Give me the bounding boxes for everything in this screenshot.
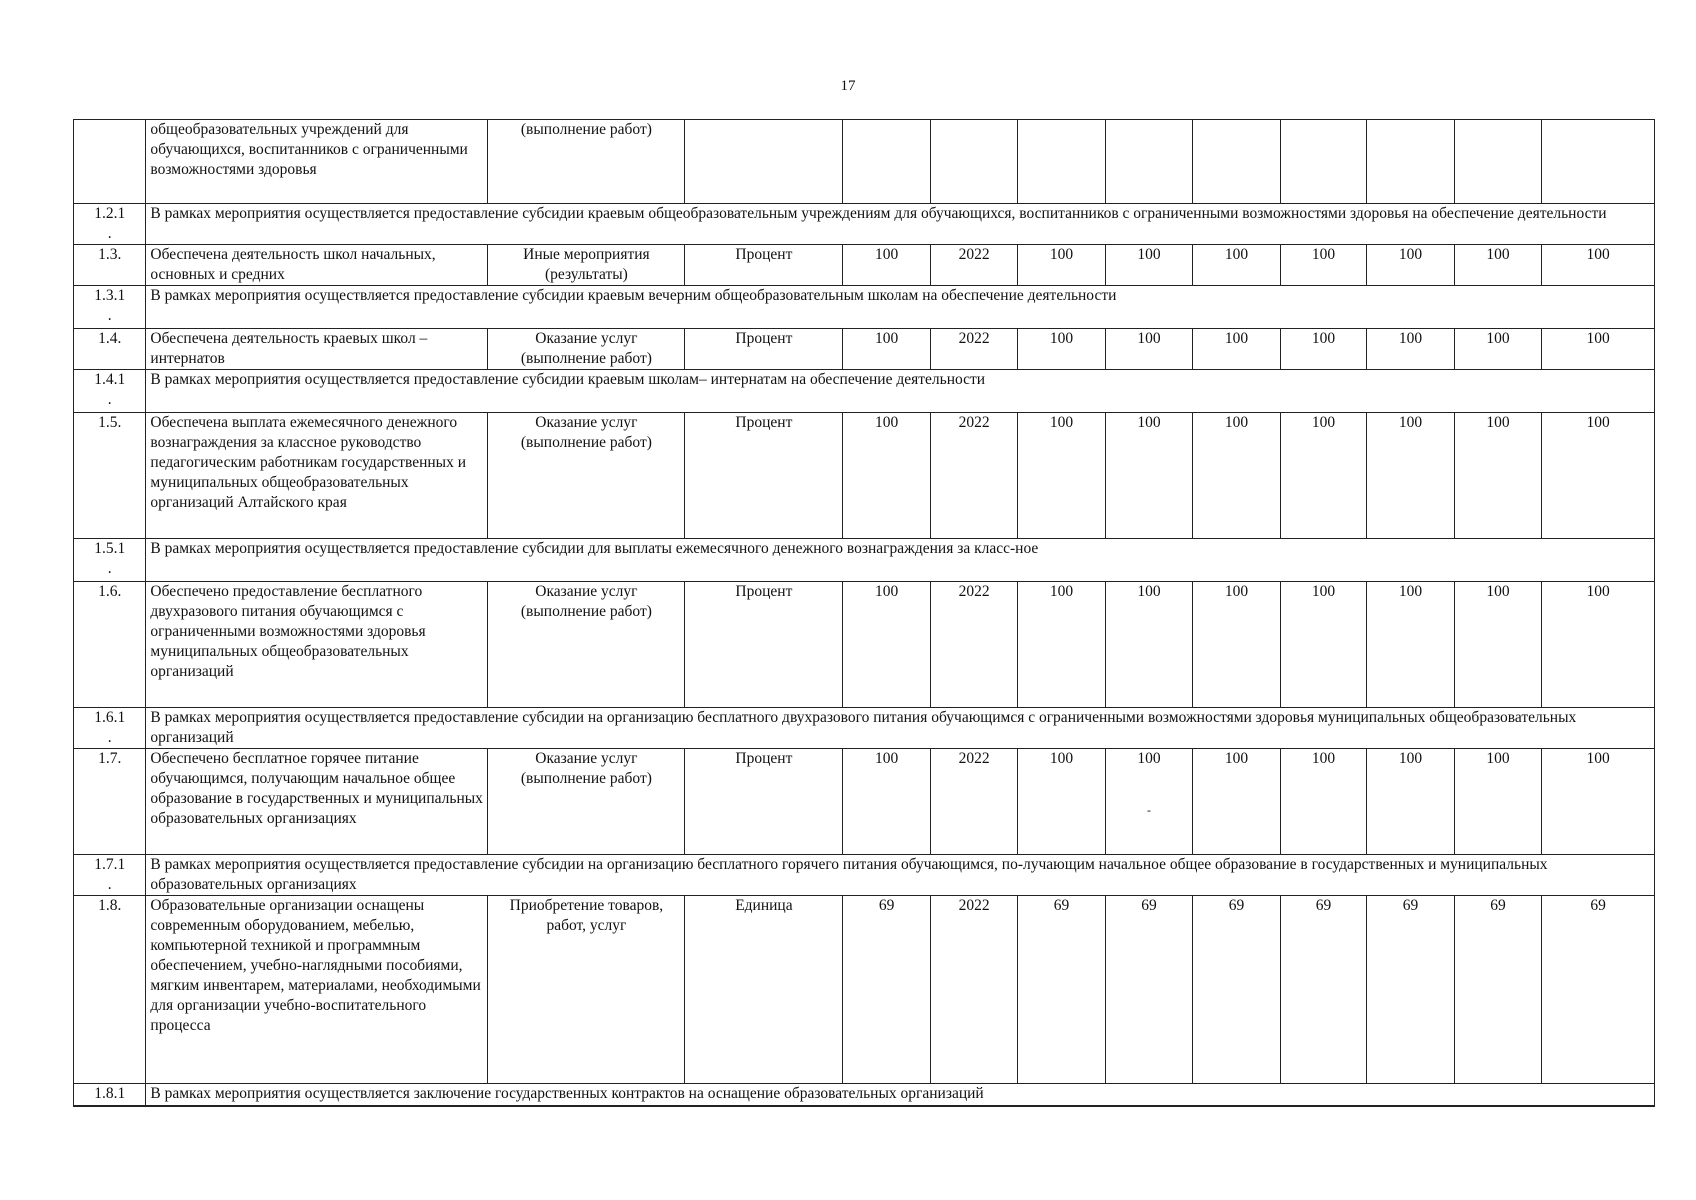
year-value-cell	[1542, 120, 1655, 204]
year-value: 100	[1311, 246, 1336, 263]
year-value-cell	[1280, 749, 1366, 855]
year-value-cell	[1105, 413, 1192, 539]
year-value-cell	[1542, 413, 1655, 539]
year-value-cell	[1105, 582, 1192, 708]
indicator-name-cell: Обеспечена деятельность краевых школ – интернатов	[146, 329, 488, 370]
year-value: 100	[1486, 750, 1510, 767]
year-value: 100	[1586, 583, 1610, 600]
indicator-name-cell: Обеспечена выплата ежемесячного денежного вознаграждения за классное руководство педагогическим работникам государственных и муниципальных общеобразовательных организаций Алтайского края	[146, 413, 488, 539]
unit-cell: Процент	[685, 582, 843, 708]
year-value-cell	[1367, 896, 1454, 1084]
description-row	[74, 1084, 1655, 1106]
year-value-cell	[1193, 749, 1280, 855]
row-number-cell	[74, 370, 146, 413]
year-value-cell	[1454, 120, 1541, 204]
year-value: 100	[1311, 330, 1336, 347]
year-value-cell	[1542, 749, 1655, 855]
indicator-name-cell: Обеспечено бесплатное горячее питание обучающимся, получающим начальное общее образование в государственных и муниципальных образовательных организациях	[146, 749, 488, 855]
description-row	[74, 286, 1655, 329]
row-number-cell	[74, 1084, 146, 1106]
row-number-cell: 1.3.	[74, 245, 146, 286]
year-value-cell	[1454, 245, 1541, 286]
year-value-cell	[1280, 582, 1366, 708]
year-value: 100	[1586, 246, 1610, 263]
year-value-cell	[1454, 582, 1541, 708]
activity-type-cell: Оказание услуг (выполнение работ)	[488, 749, 685, 855]
description-row	[74, 708, 1655, 749]
year-value-cell	[1193, 120, 1280, 204]
description-cell: В рамках мероприятия осуществляется предоставление субсидии краевым вечерним общеобразовательным школам на обеспечение деятельности	[146, 286, 1655, 329]
year-value: 100	[1586, 330, 1610, 347]
base-value-cell: 100	[843, 413, 930, 539]
activity-type-cell: Оказание услуг (выполнение работ)	[488, 582, 685, 708]
stray-mark: -	[1147, 803, 1152, 817]
year-value-cell	[1367, 120, 1454, 204]
year-value-cell	[1542, 582, 1655, 708]
year-value-cell	[1193, 896, 1280, 1084]
unit-cell: Единица	[685, 896, 843, 1084]
year-value: 100	[1049, 750, 1074, 767]
description-cell: В рамках мероприятия осуществляется предоставление субсидии для выплаты ежемесячного денежного вознаграждения за класс-ное	[146, 539, 1655, 582]
row-number-cell	[74, 708, 146, 749]
year-value-cell	[1193, 245, 1280, 286]
description-cell: В рамках мероприятия осуществляется заключение государственных контрактов на оснащение образовательных организаций	[146, 1084, 1655, 1106]
unit-cell	[685, 120, 843, 204]
year-value-cell	[1280, 896, 1366, 1084]
description-row	[74, 204, 1655, 245]
year-value: 100	[1486, 414, 1510, 431]
year-value-cell	[1018, 329, 1105, 370]
base-value-cell: 100	[843, 582, 930, 708]
row-number-cell	[74, 286, 146, 329]
row-number-cell	[74, 855, 146, 896]
year-value-cell	[1105, 749, 1192, 855]
year-value-cell	[1105, 245, 1192, 286]
year-value-cell	[1454, 413, 1541, 539]
year-value-cell	[1454, 329, 1541, 370]
year-value: 100	[1224, 330, 1249, 347]
year-value-cell	[1454, 749, 1541, 855]
row-number: 1.5.1	[94, 540, 126, 557]
row-number-dot: .	[107, 225, 112, 242]
indicators-table	[73, 119, 1655, 1107]
year-value-cell	[1454, 896, 1541, 1084]
base-year-cell: 2022	[930, 896, 1017, 1084]
year-value-cell	[1542, 896, 1655, 1084]
row-number: 1.6.1	[94, 709, 126, 726]
indicator-row	[74, 896, 1655, 1084]
year-value: 69	[1402, 897, 1419, 914]
base-value-cell: 100	[843, 329, 930, 370]
unit-cell: Процент	[685, 749, 843, 855]
year-value-cell	[1193, 329, 1280, 370]
base-year-cell: 2022	[930, 245, 1017, 286]
year-value-cell	[1105, 329, 1192, 370]
year-value: 100	[1398, 246, 1423, 263]
row-number: 1.8.1	[94, 1085, 126, 1102]
year-value: 100	[1311, 750, 1336, 767]
activity-type-cell: Оказание услуг (выполнение работ)	[488, 413, 685, 539]
row-number: 1.7.1	[94, 856, 126, 873]
activity-type-cell: Приобретение товаров, работ, услуг	[488, 896, 685, 1084]
row-number-cell: 1.5.	[74, 413, 146, 539]
indicator-row	[74, 245, 1655, 286]
year-value-cell	[1018, 413, 1105, 539]
row-number-dot: .	[107, 307, 112, 324]
description-row	[74, 539, 1655, 582]
year-value-cell	[1193, 413, 1280, 539]
unit-cell: Процент	[685, 245, 843, 286]
year-value-cell	[1367, 329, 1454, 370]
year-value: 100	[1137, 330, 1161, 347]
activity-type-cell: Оказание услуг (выполнение работ)	[488, 329, 685, 370]
row-number-dot: .	[107, 560, 112, 577]
year-value: 100	[1586, 414, 1610, 431]
base-year-cell: 2022	[930, 329, 1017, 370]
indicator-row	[74, 749, 1655, 855]
row-number-dot: .	[107, 729, 112, 746]
year-value-cell	[1018, 749, 1105, 855]
year-value: 100	[1224, 414, 1249, 431]
row-number: 1.4.1	[94, 371, 126, 388]
year-value: 100	[1486, 583, 1510, 600]
year-value: 100	[1486, 330, 1510, 347]
year-value: 100	[1224, 246, 1249, 263]
year-value-cell	[1018, 245, 1105, 286]
year-value-cell	[1280, 120, 1366, 204]
row-number-cell	[74, 204, 146, 245]
year-value-cell	[1367, 245, 1454, 286]
indicator-name-cell: Обеспечено предоставление бесплатного двухразового питания обучающимся с ограниченными возможностями здоровья муниципальных общеобразовательных организаций	[146, 582, 488, 708]
base-year-cell	[930, 120, 1017, 204]
row-number-cell	[74, 120, 146, 204]
year-value: 100	[1137, 750, 1161, 767]
year-value-cell	[1018, 582, 1105, 708]
base-value-cell	[843, 120, 930, 204]
page-number: 17	[840, 78, 856, 94]
year-value-cell	[1105, 896, 1192, 1084]
row-number-cell	[74, 539, 146, 582]
year-value: 100	[1586, 750, 1610, 767]
year-value-cell	[1280, 413, 1366, 539]
base-year-cell: 2022	[930, 413, 1017, 539]
row-number-cell: 1.6.	[74, 582, 146, 708]
year-value-cell	[1367, 749, 1454, 855]
year-value-cell	[1280, 329, 1366, 370]
year-value: 100	[1049, 583, 1074, 600]
description-cell: В рамках мероприятия осуществляется предоставление субсидии краевым общеобразовательным учреждениям для обучающихся, воспитанников с ограниченными возможностями здоровья на обеспечение деятельности	[146, 204, 1655, 245]
year-value-cell	[1542, 245, 1655, 286]
year-value: 100	[1486, 246, 1510, 263]
year-value: 100	[1311, 583, 1336, 600]
description-cell: В рамках мероприятия осуществляется предоставление субсидии на организацию бесплатного горячего питания обучающимся, по-лучающим начальное общее образование в государственных и муниципальных образовательных организациях	[146, 855, 1655, 896]
year-value: 100	[1049, 246, 1074, 263]
year-value-cell	[1018, 120, 1105, 204]
year-value: 100	[1398, 750, 1423, 767]
indicator-row	[74, 329, 1655, 370]
row-number: 1.3.1	[94, 287, 126, 304]
year-value: 69	[1315, 897, 1332, 914]
table-body	[74, 120, 1655, 1106]
unit-cell: Процент	[685, 329, 843, 370]
row-number-dot: .	[107, 391, 112, 408]
year-value: 69	[1053, 897, 1070, 914]
base-value-cell: 100	[843, 245, 930, 286]
indicator-row	[74, 120, 1655, 204]
base-year-cell: 2022	[930, 582, 1017, 708]
row-number-cell: 1.8.	[74, 896, 146, 1084]
year-value: 100	[1137, 583, 1161, 600]
year-value-cell	[1105, 120, 1192, 204]
year-value: 69	[1228, 897, 1245, 914]
row-number-cell: 1.7.	[74, 749, 146, 855]
year-value: 100	[1224, 583, 1249, 600]
description-row	[74, 855, 1655, 896]
row-number-dot: .	[107, 876, 112, 893]
year-value: 100	[1398, 330, 1423, 347]
base-value-cell: 100	[843, 749, 930, 855]
year-value: 100	[1224, 750, 1249, 767]
year-value-cell	[1542, 329, 1655, 370]
year-value: 69	[1141, 897, 1157, 914]
year-value: 100	[1311, 414, 1336, 431]
year-value: 100	[1049, 414, 1074, 431]
year-value-cell	[1367, 582, 1454, 708]
year-value: 100	[1398, 414, 1423, 431]
year-value: 69	[1490, 897, 1506, 914]
description-row	[74, 370, 1655, 413]
activity-type-cell: Иные мероприятия (результаты)	[488, 245, 685, 286]
year-value: 100	[1398, 583, 1423, 600]
year-value-cell	[1018, 896, 1105, 1084]
base-value-cell: 69	[843, 896, 930, 1084]
indicator-row	[74, 413, 1655, 539]
unit-cell: Процент	[685, 413, 843, 539]
activity-type-cell: (выполнение работ)	[488, 120, 685, 204]
base-year-cell: 2022	[930, 749, 1017, 855]
row-number: 1.2.1	[94, 205, 126, 222]
indicator-name-cell: Образовательные организации оснащены современным оборудованием, мебелью, компьютерной техникой и программным обеспечением, учебно-наглядными пособиями, мягким инвентарем, материалами, необходимыми для организации учебно-воспитательного процесса	[146, 896, 488, 1084]
year-value: 100	[1137, 246, 1161, 263]
indicator-name-cell: общеобразовательных учреждений для обучающихся, воспитанников с ограниченными возможностями здоровья	[146, 120, 488, 204]
indicator-row	[74, 582, 1655, 708]
description-cell: В рамках мероприятия осуществляется предоставление субсидии краевым школам– интернатам на обеспечение деятельности	[146, 370, 1655, 413]
year-value-cell	[1367, 413, 1454, 539]
year-value: 69	[1590, 897, 1606, 914]
indicator-name-cell: Обеспечена деятельность школ начальных, основных и средних	[146, 245, 488, 286]
year-value: 100	[1137, 414, 1161, 431]
year-value-cell	[1193, 582, 1280, 708]
row-number-cell: 1.4.	[74, 329, 146, 370]
year-value-cell	[1280, 245, 1366, 286]
description-cell: В рамках мероприятия осуществляется предоставление субсидии на организацию бесплатного двухразового питания обучающимся с ограниченными возможностями здоровья муниципальных общеобразовательных организаций	[146, 708, 1655, 749]
year-value: 100	[1049, 330, 1074, 347]
